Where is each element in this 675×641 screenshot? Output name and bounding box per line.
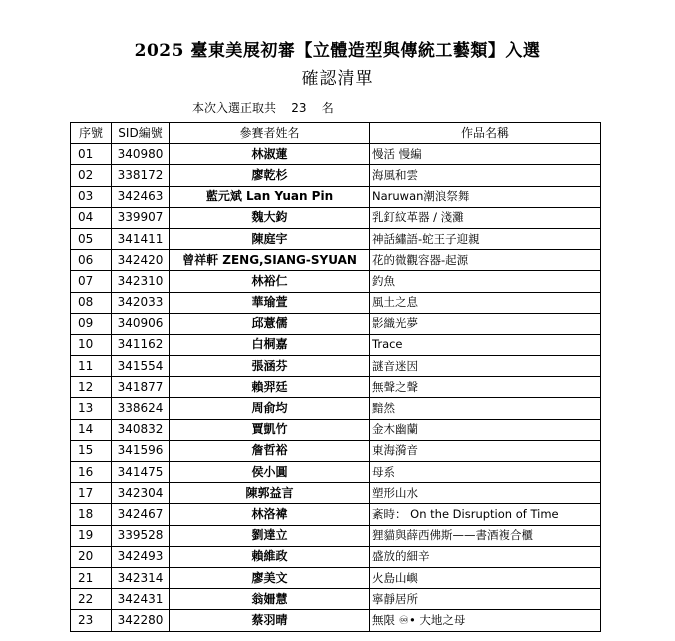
row-sid: 340832 [112,419,170,440]
table-row [71,334,601,355]
row-work-title: Naruwan潮浪祭舞 [370,186,601,207]
table-row [71,228,601,249]
row-sid: 342467 [112,504,170,525]
table-row [71,271,601,292]
row-number: 12 [71,377,112,398]
table-row [71,567,601,588]
row-work-title: 神話繡語-蛇王子迎親 [370,228,601,249]
table-row [71,419,601,440]
table-header-row [71,123,601,144]
row-participant-name: 陳庭宇 [170,228,370,249]
row-sid: 339528 [112,525,170,546]
row-participant-name: 賴維政 [170,546,370,567]
row-work-title: 無聲之聲 [370,377,601,398]
row-participant-name: 陳郭益言 [170,483,370,504]
row-participant-name: 廖乾杉 [170,165,370,186]
header-sid: SID編號 [112,123,170,144]
row-number: 03 [71,186,112,207]
table-row [71,398,601,419]
row-number: 20 [71,546,112,567]
row-number: 13 [71,398,112,419]
row-sid: 341554 [112,356,170,377]
row-number: 06 [71,250,112,271]
row-work-title: 謎音迷因 [370,356,601,377]
table-row [71,313,601,334]
header-no: 序號 [71,123,112,144]
row-number: 21 [71,567,112,588]
row-number: 19 [71,525,112,546]
row-participant-name: 廖美文 [170,567,370,588]
row-work-title: 東海漪音 [370,440,601,461]
selection-table [70,122,601,632]
row-participant-name: 周俞均 [170,398,370,419]
row-participant-name: 翁姍慧 [170,589,370,610]
row-participant-name: 林洛褘 [170,504,370,525]
row-number: 18 [71,504,112,525]
row-sid: 342431 [112,589,170,610]
row-participant-name: 賈凱竹 [170,419,370,440]
row-work-title: 花的微觀容器-起源 [370,250,601,271]
table-row [71,440,601,461]
row-sid: 341596 [112,440,170,461]
row-number: 07 [71,271,112,292]
row-number: 11 [71,356,112,377]
row-sid: 341411 [112,228,170,249]
row-participant-name: 侯小圓 [170,462,370,483]
table-row [71,250,601,271]
row-sid: 342463 [112,186,170,207]
row-work-title: 寧靜居所 [370,589,601,610]
table-row [71,610,601,631]
table-row [71,589,601,610]
row-sid: 340980 [112,144,170,165]
table-row [71,504,601,525]
table-row [71,356,601,377]
row-number: 04 [71,207,112,228]
row-sid: 342420 [112,250,170,271]
row-participant-name: 邱薏儒 [170,313,370,334]
document-title: 2025 臺東美展初審【立體造型與傳統工藝類】入選 [134,41,541,61]
row-work-title: 狸貓與薛西佛斯——書酒複合櫃 [370,525,601,546]
row-number: 09 [71,313,112,334]
row-number: 08 [71,292,112,313]
row-work-title: 紊時： On the Disruption of Time [370,504,601,525]
selection-count: 本次入選正取共 23 名 [192,101,334,115]
row-work-title: 母系 [370,462,601,483]
table-row [71,546,601,567]
table-row [71,483,601,504]
row-number: 22 [71,589,112,610]
document-subtitle: 確認清單 [301,69,374,89]
row-sid: 338172 [112,165,170,186]
row-number: 14 [71,419,112,440]
row-participant-name: 賴羿廷 [170,377,370,398]
row-sid: 341162 [112,334,170,355]
row-sid: 342033 [112,292,170,313]
row-participant-name: 劉達立 [170,525,370,546]
row-sid: 339907 [112,207,170,228]
table-row [71,207,601,228]
row-sid: 341877 [112,377,170,398]
row-sid: 342304 [112,483,170,504]
table-row [71,525,601,546]
row-participant-name: 詹哲裕 [170,440,370,461]
table-row [71,165,601,186]
row-number: 01 [71,144,112,165]
row-number: 05 [71,228,112,249]
header-name: 參賽者姓名 [170,123,370,144]
table-row [71,462,601,483]
row-work-title: 影織光夢 [370,313,601,334]
row-work-title: 金木幽蘭 [370,419,601,440]
row-participant-name: 林裕仁 [170,271,370,292]
row-work-title: 黯然 [370,398,601,419]
row-sid: 340906 [112,313,170,334]
row-participant-name: 華瑜萱 [170,292,370,313]
row-sid: 342310 [112,271,170,292]
row-sid: 342280 [112,610,170,631]
row-work-title: 火島山嶼 [370,567,601,588]
row-participant-name: 蔡羽晴 [170,610,370,631]
row-number: 17 [71,483,112,504]
row-work-title: 盛放的細辛 [370,546,601,567]
row-participant-name: 魏大鈞 [170,207,370,228]
row-work-title: 無限 ♾• 大地之母 [370,610,601,631]
row-number: 23 [71,610,112,631]
row-participant-name: 張涵芬 [170,356,370,377]
row-number: 15 [71,440,112,461]
row-work-title: 風土之息 [370,292,601,313]
row-participant-name: 白桐嘉 [170,334,370,355]
row-work-title: 乳釘紋革器 / 淺灘 [370,207,601,228]
table-row [71,186,601,207]
table-row [71,292,601,313]
row-work-title: 塑形山水 [370,483,601,504]
header-work: 作品名稱 [370,123,601,144]
table-row [71,144,601,165]
row-sid: 341475 [112,462,170,483]
row-number: 02 [71,165,112,186]
row-work-title: 釣魚 [370,271,601,292]
table-body [71,144,601,631]
row-participant-name: 藍元斌 Lan Yuan Pin [170,186,370,207]
row-participant-name: 林淑蓮 [170,144,370,165]
row-work-title: 海風和雲 [370,165,601,186]
row-number: 10 [71,334,112,355]
row-number: 16 [71,462,112,483]
row-sid: 338624 [112,398,170,419]
row-work-title: 慢活 慢編 [370,144,601,165]
table-row [71,377,601,398]
row-sid: 342314 [112,567,170,588]
row-participant-name: 曾祥軒 ZENG,SIANG-SYUAN [170,250,370,271]
row-sid: 342493 [112,546,170,567]
row-work-title: Trace [370,334,601,355]
